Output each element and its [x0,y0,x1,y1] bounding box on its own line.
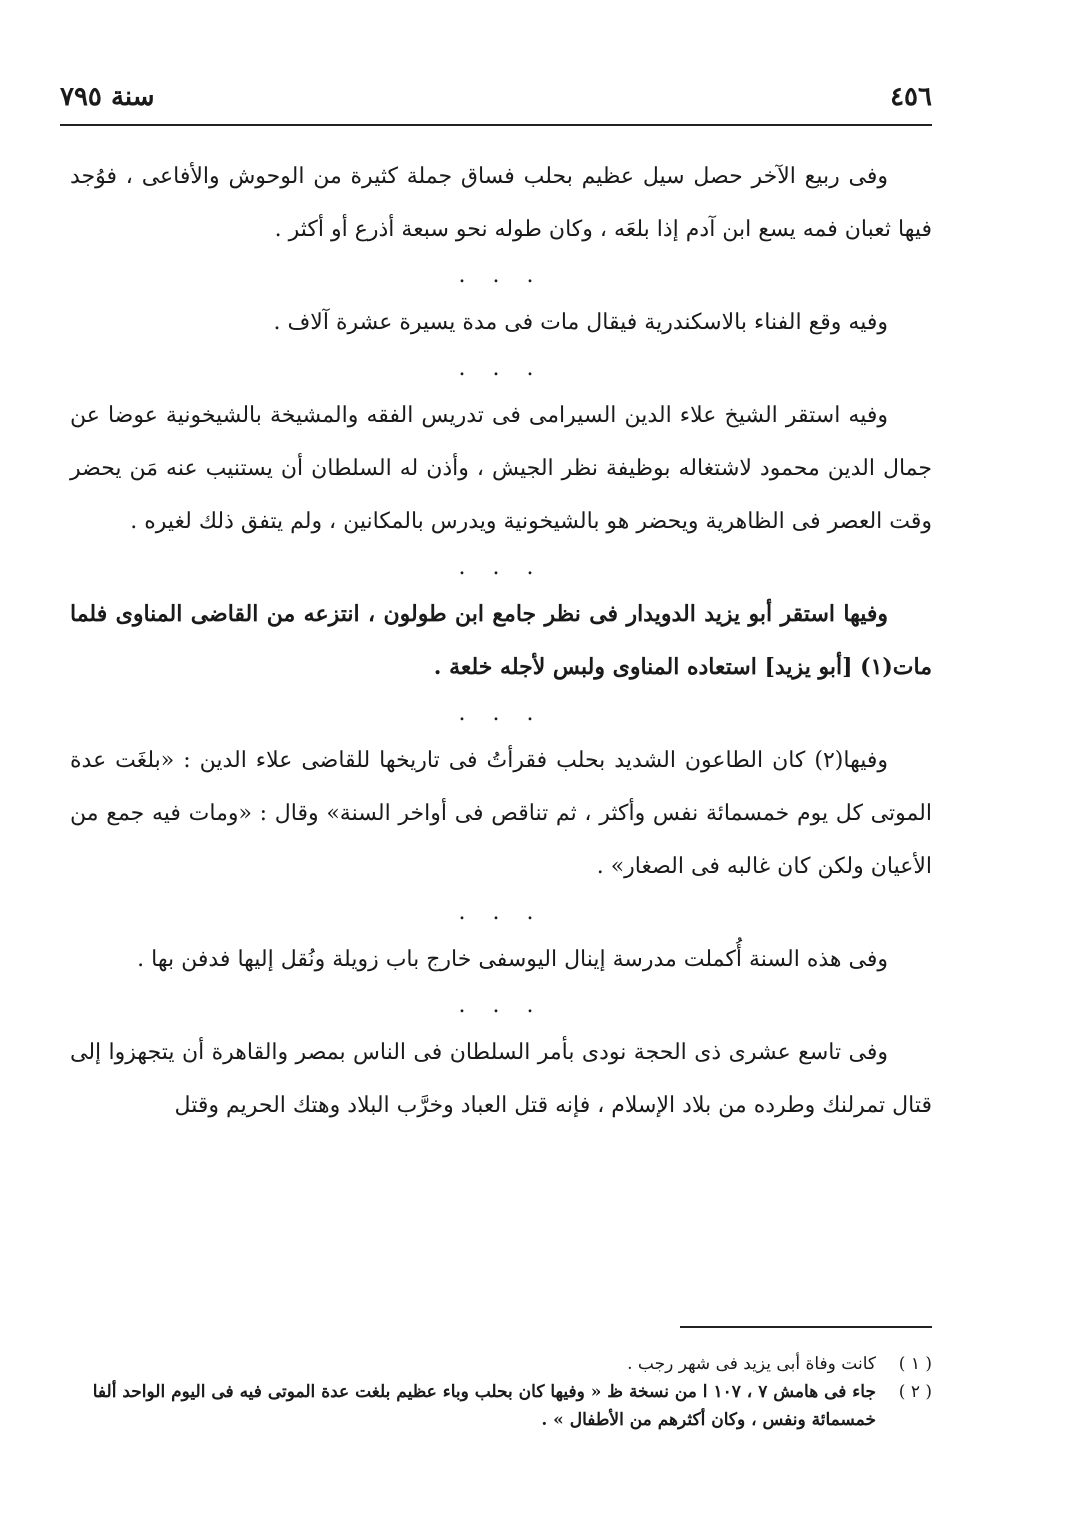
running-head-year: سنة ٧٩٥ [60,82,155,112]
footnote-mark: ( ٢ ) [898,1382,932,1402]
paragraph-sirami-appointment: وفيه استقر الشيخ علاء الدين السيرامى فى تدريس الفقه والمشيخة بالشيخونية عوضا عن جمال الدين محمود لاشتغاله بوظيفة نظر الجيش ، وأذن له السلطان أن يستنيب عنه مَن يحضر وقت العصر فى الظاهرية ويحضر هو بالشيخونية ويدرس بالمكانين ، ولم يتفق ذلك لغيره . [70,403,932,534]
section-separator: . . . [458,555,544,580]
header-rule [60,124,932,126]
paragraph-abu-yazid: وفيها استقر أبو يزيد الدويدار فى نظر جامع ابن طولون ، انتزعه من القاضى المناوى فلما مات(١) [أبو يزيد] استعاده المناوى ولبس لأجله خلعة . [70,601,932,680]
paragraph-aleppo-plague: وفيها(٢) كان الطاعون الشديد بحلب فقرأتُ فى تاريخها للقاضى علاء الدين : «بلغَت عدة الموتى كل يوم خمسمائة نفس وأكثر ، ثم تناقص فى أواخر السنة» وقال : «ومات فيه جمع من الأعيان ولكن كان غالبه فى الصغار» . [70,748,932,879]
section-separator: . . . [458,900,544,925]
section-separator: . . . [458,993,544,1018]
footnote-rule [680,1326,932,1328]
paragraph-inal-madrasa: وفى هذه السنة أُكملت مدرسة إينال اليوسفى خارج باب زويلة ونُقل إليها فدفن بها . [137,947,888,972]
main-text [70,150,932,1132]
paragraph-timur-call: وفى تاسع عشرى ذى الحجة نودى بأمر السلطان فى الناس بمصر والقاهرة أن يتجهزوا إلى قتال تمرلنك وطرده من بلاد الإسلام ، فإنه قتل العباد وخرَّب البلاد وهتك الحريم وقتل [70,1040,932,1118]
footnotes [70,1350,932,1434]
section-separator: . . . [458,356,544,381]
page-header [60,82,932,122]
section-separator: . . . [458,701,544,726]
page-number: ٤٥٦ [890,82,932,112]
section-separator: . . . [458,263,544,288]
footnote-mark: ( ١ ) [898,1354,932,1374]
footnote-text: جاء فى هامش ٧ ، ١٠٧ ا من نسخة ظ « وفيها كان بحلب وباء عظيم بلغت عدة الموتى فيه فى اليوم الواحد ألفا خمسمائة ونفس ، وكان أكثرهم من الأطفال » . [92,1382,876,1430]
footnote-2 [70,1378,932,1434]
paragraph-alexandria-plague: وفيه وقع الفناء بالاسكندرية فيقال مات فى مدة يسيرة عشرة آلاف . [273,310,888,335]
paragraph-flood-aleppo: وفى ربيع الآخر حصل سيل عظيم بحلب فساق جملة كثيرة من الوحوش والأفاعى ، فوُجد فيها ثعبان فمه يسع ابن آدم إذا بلعَه ، وكان طوله نحو سبعة أذرع أو أكثر . [70,164,932,242]
footnote-1 [70,1350,932,1378]
footnote-text: كانت وفاة أبى يزيد فى شهر رجب . [627,1354,876,1374]
